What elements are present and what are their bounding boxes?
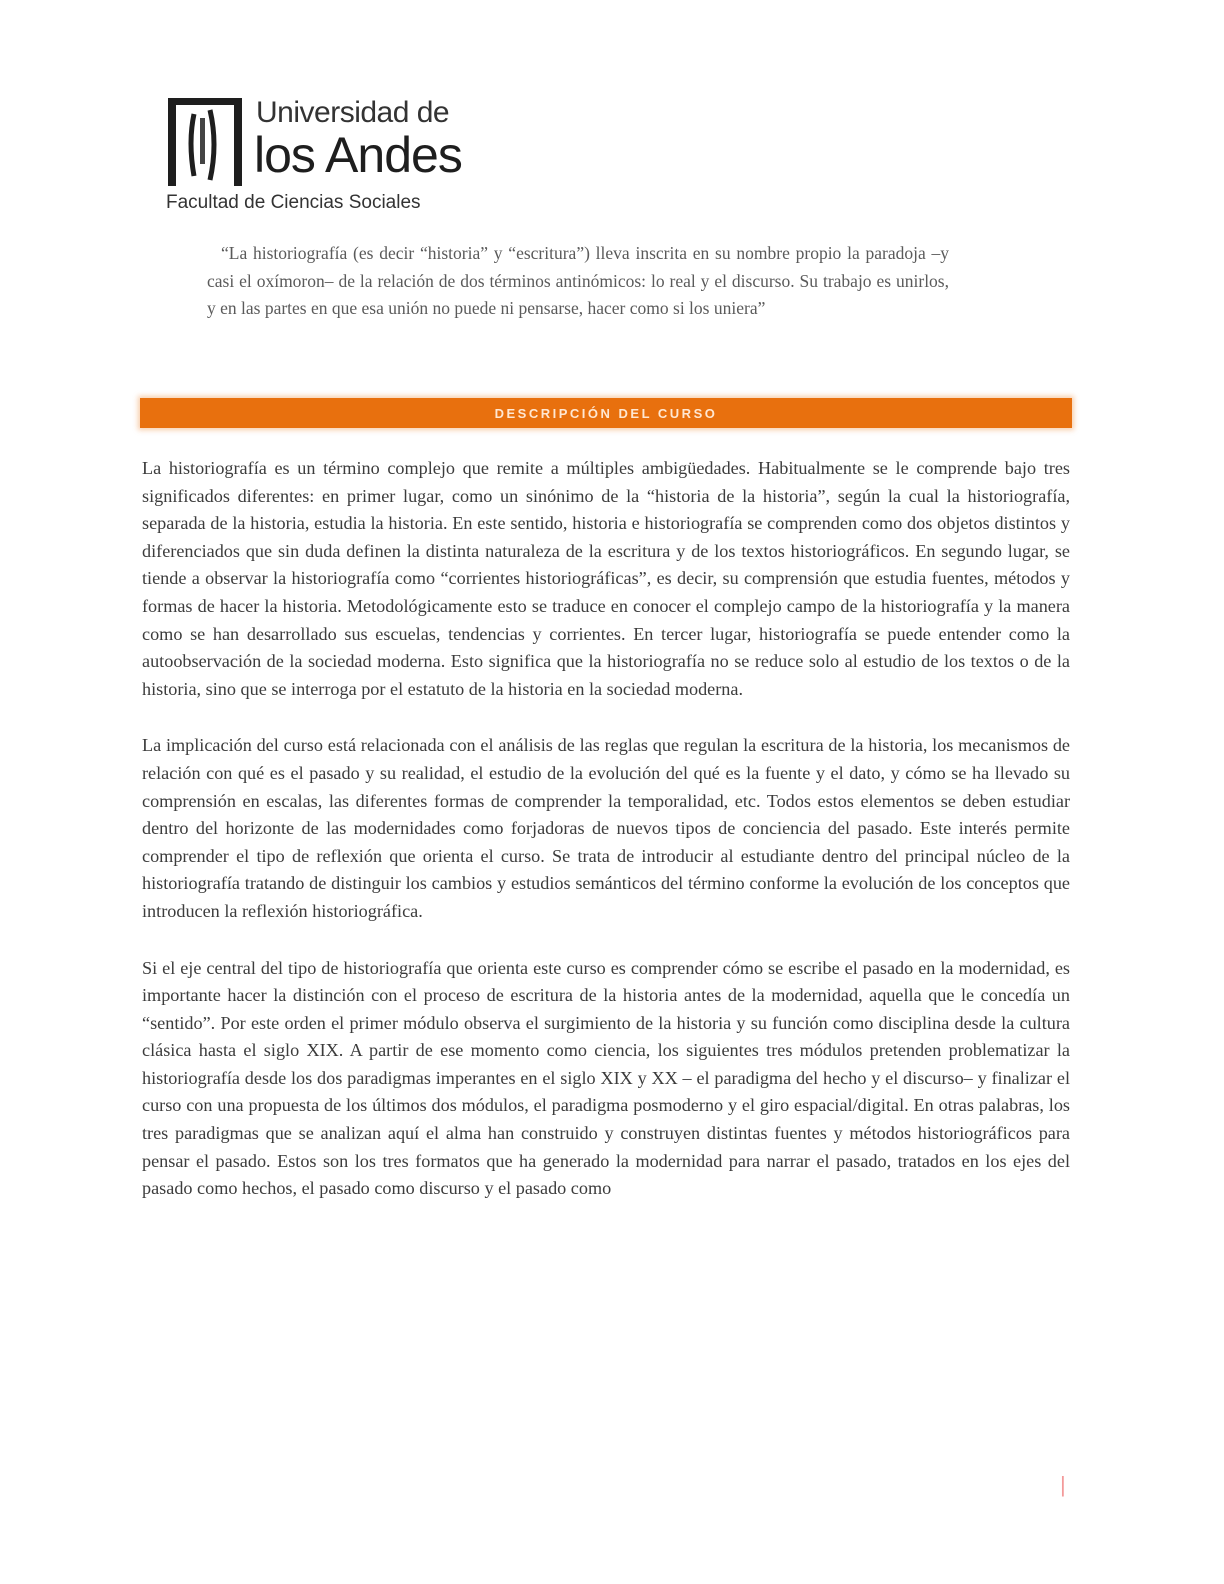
section-title: DESCRIPCIÓN DEL CURSO: [494, 405, 718, 421]
body-paragraph: Si el eje central del tipo de historiografía que orienta este curso es comprender cómo se escribe el pasado en la modernidad, es importante hacer la distinción con el proceso de escritura de la historia antes de la modernidad, aquella que le concedía un “sentido”. Por este orden el primer módulo observa el surgimiento de la historia y su función como disciplina desde la cultura clásica hasta el siglo XIX. A partir de ese momento como ciencia, los siguientes tres módulos pretenden problematizar la historiografía desde los dos paradigmas imperantes en el siglo XIX y XX – el paradigma del hecho y el discurso– y finalizar el curso con una propuesta de los últimos dos módulos, el paradigma posmoderno y el giro espacial/digital. En otras palabras, los tres paradigmas que se analizan aquí el alma han construido y construyen distintas fuentes y métodos historiográficos para pensar el pasado. Estos son los tres formatos que ha generado la modernidad para narrar el pasado, tratados en los ejes del pasado como hechos, el pasado como discurso y el pasado como: [142, 957, 1070, 1199]
university-logo: [166, 96, 476, 216]
body-paragraph: La implicación del curso está relacionada con el análisis de las reglas que regulan la escritura de la historia, los mecanismos de relación con qué es el pasado y su realidad, el estudio de la evolución del qué es la fuente y el dato, y cómo se ha llevado su comprensión en escalas, las diferentes formas de comprender la temporalidad, etc. Todos estos elementos se deben estudiar dentro del horizonte de las modernidades como forjadoras de nuevos tipos de conciencia del pasado. Este interés permite comprender el tipo de reflexión que orienta el curso. Se trata de introducir al estudiante dentro del principal núcleo de la historiografía tratando de distinguir los cambios y estudios semánticos del término conforme la evolución de los conceptos que introducen la reflexión historiográfica.: [142, 735, 1070, 921]
logo-university-text: Universidad de: [256, 96, 450, 129]
body-paragraph: La historiografía es un término complejo que remite a múltiples ambigüedades. Habitualmente se le comprende bajo tres significados diferentes: en primer lugar, como un sinónimo de la “historia de la historia”, según la cual la historiografía, separada de la historia, estudia la historia. En este sentido, historia e historiografía se comprenden como dos objetos distintos y diferenciados que sin duda definen la distinta naturaleza de la escritura y de los textos historiográficos. En segundo lugar, se tiende a observar la historiografía como “corrientes historiográficas”, es decir, su comprensión que estudia fuentes, métodos y formas de hacer la historia. Metodológicamente esto se traduce en conocer el complejo campo de la historiografía y la manera como se han desarrollado sus escuelas, tendencias y corrientes. En tercer lugar, historiografía se puede entender como la autoobservación de la sociedad moderna. Esto significa que la historiografía no se reduce solo al estudio de los textos o de la historia, sino que se interroga por el estatuto de la historia en la sociedad moderna.: [142, 458, 1070, 699]
logo-name-text: los Andes: [254, 127, 462, 183]
epigraph-quote: “La historiografía (es decir “historia” y “escritura”) lleva inscrita en su nombre propio la paradoja –y casi el oxímoron– de la relación de dos términos antinómicos: lo real y el discurso. Su trabajo es unirlos, y en las partes en que esa unión no puede ni pensarse, hacer como si los uniera”: [207, 243, 949, 318]
logo-faculty-text: Facultad de Ciencias Sociales: [166, 192, 421, 213]
university-crest-icon: [166, 96, 244, 188]
course-description-body: [142, 455, 1070, 1232]
page-marker: |: [1060, 1472, 1066, 1497]
section-banner: [140, 398, 1072, 428]
